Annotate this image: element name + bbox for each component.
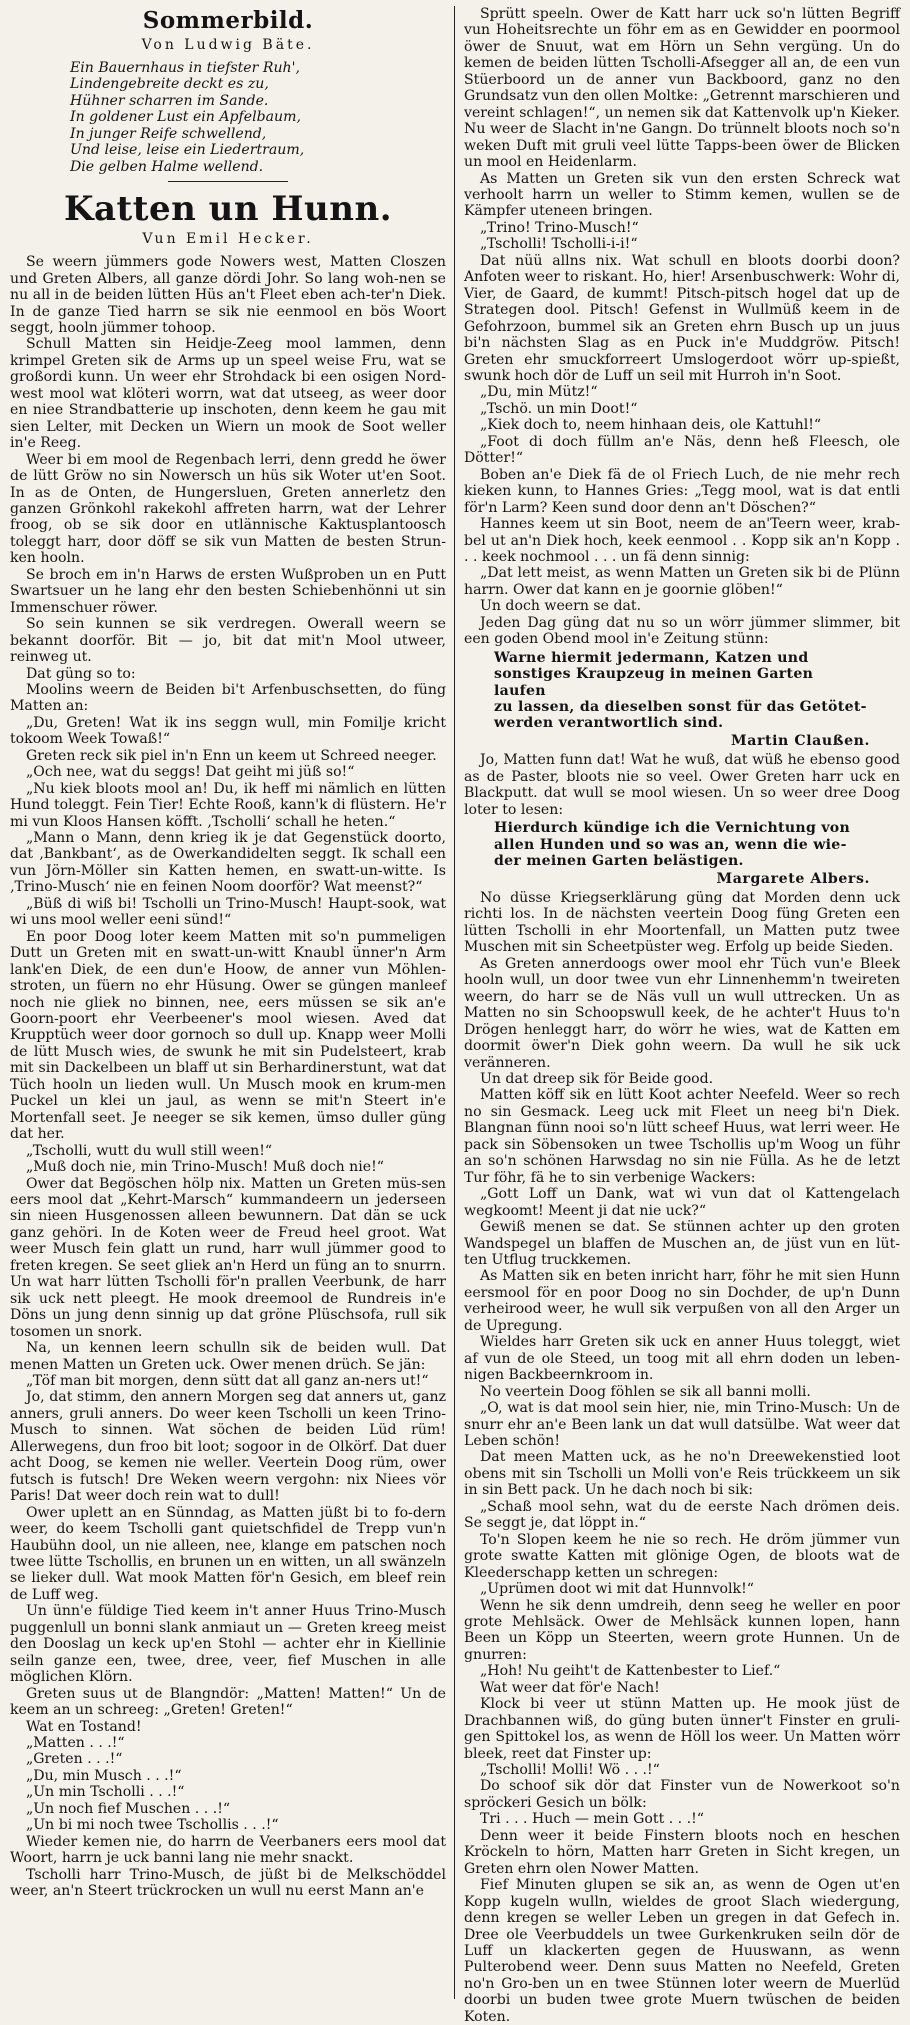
story-paragraph: Denn weer it beide Finstern bloots noch en heschen Kröckeln to hörn, Matten harr Greten in Sicht kregen, un Greten ehrn olen Nower Matten. <box>464 1827 900 1877</box>
story-paragraph: „Tscholli! Tscholli-i-i!“ <box>480 236 638 253</box>
poem-body <box>70 60 446 175</box>
story-paragraph: Un doch weern se dat. <box>480 598 642 615</box>
story-paragraph: „Greten . . .!“ <box>26 1751 123 1768</box>
story-paragraph: „Uprümen doot wi mit dat Hunnvolk!“ <box>480 1581 754 1598</box>
story-paragraph: „Muß doch nie, min Trino-Musch! Muß doch nie!“ <box>26 1159 384 1176</box>
story-paragraph: As Matten un Greten sik vun den ersten Schreck wat verhoolt harrn un weller to Stimm kemen, wullen se de Kämpfer uteneen bringen. <box>464 170 900 220</box>
story-paragraph: „Nu kiek bloots mool an! Du, ik heff mi nämlich en lütten Hund toleggt. Fein Tier! Echte Rooß, kann'k di flüstern. He'r mi vun Kloos Hansen köfft. ‚Tscholli‘ schall he heten.“ <box>10 780 446 830</box>
story-paragraph: „Un noch fief Muschen . . .!“ <box>26 1800 231 1817</box>
story-paragraph: Greten reck sik piel in'n Enn un keem ut Schreed neeger. <box>26 747 437 764</box>
story-paragraph: Gewiß menen se dat. Se stünnen achter up den groten Wandspegel un blaffen de Muschen an, de jüst vun en lüt-ten Utflug truckkemen. <box>464 1219 900 1268</box>
poem-author: Von Ludwig Bäte. <box>141 37 315 53</box>
story-paragraph: Jo, Matten funn dat! Wat he wuß, dat wüß he ebenso good as de Paster, bloots nie so veel. Ower Greten harr uck en Blackputt. dat wull se mool wiesen. Un so weer dree Doog loter to lesen: <box>464 752 900 818</box>
notice-line: zu lassen, da dieselben sonst für das Getötet- <box>494 699 867 716</box>
story-paragraph: „Du, min Musch . . .!“ <box>26 1767 182 1784</box>
poem-line: In goldener Lust ein Apfelbaum, <box>70 109 301 126</box>
story-paragraph: Un ünn'e füldige Tied keem in't anner Huus Trino-Musch puggenlull un bonni slank anmiaut un — Greten kreeg meist den Dooslag un keck up'en Stohl — achter ehr in Kiellinie seiln ganze een, twee, dree, veer, fief Muschen in alle möglichen Klörn. <box>10 1603 446 1686</box>
newspaper-notice-1 <box>464 650 900 750</box>
story-paragraph: „Du, min Mütz!“ <box>480 384 598 401</box>
notice-line: allen Hunden und so was an, wenn die wie- <box>494 836 847 853</box>
story-paragraph: „Och nee, wat du seggs! Dat geiht mi jüß so!“ <box>26 764 355 781</box>
poem-line: Hühner scharren im Sande. <box>70 92 269 109</box>
story-paragraph: Un dat dreep sik för Beide good. <box>480 1071 714 1087</box>
story-author: Vun Emil Hecker. <box>142 231 314 248</box>
story-paragraph: „Kiek doch to, neem hinhaan deis, ole Kattuhl!“ <box>480 417 822 434</box>
story-paragraph: „Schaß mool sehn, wat du de eerste Nach drömen deis. Se seggt je, dat löppt in.“ <box>464 1498 900 1532</box>
story-paragraph: Wenn he sik denn umdreih, denn seeg he weller en poor grote Mehlsäck. Ower de Mehlsäck kunnen lopen, hann Been un Köpp un Steerten, weern grote Hunnen. Un de gnurren: <box>464 1597 900 1663</box>
story-body-end <box>464 890 900 2025</box>
story-paragraph: „Un min Tscholli . . .!“ <box>26 1784 185 1801</box>
newspaper-notice-2 <box>464 820 900 887</box>
right-column <box>455 6 900 2025</box>
story-paragraph: Greten suus ut de Blangndör: „Matten! Matten!“ Un de keem an un schreeg: „Greten! Greten!“ <box>10 1685 446 1719</box>
story-title: Katten un Hunn. <box>63 189 393 230</box>
story-paragraph: No veertein Doog föhlen se sik all banni molli. <box>480 1383 811 1400</box>
section-divider <box>168 181 288 182</box>
notice-signature: Margarete Albers. <box>716 870 870 887</box>
story-paragraph: „Büß di wiß bi! Tscholli un Trino-Musch! Haupt-sook, wat wi uns mool weller eeni sünd!“ <box>10 895 446 929</box>
story-paragraph: As Matten sik en beten inricht harr, föhr he mit sien Hunn eersmool för en poor Doog no sin Dochder, de up'n Dunn verheirood weer, he wull sik verpußen von all den Arger un de Upregung. <box>464 1268 900 1334</box>
story-paragraph: Do schoof sik dör dat Finster vun de Nowerkoot so'n spröckeri Gesich un bölk: <box>464 1778 900 1811</box>
story-paragraph: Jo, dat stimm, den annern Morgen seg dat anners ut, ganz anners, gruli anners. Do weer keen Tscholli un keen Trino-Musch to sinnen. Wat söchen de beiden Lüd rüm! Allerwegens, dun froo bit loot; sogoor in de Olkörf. Dat duer acht Doog, se kemen nie weller. Veertein Doog rüm, ower futsch is futsch! Dre Weken weern vergohn: nix Niees vör Paris! Dat weer doch rein wat to dull! <box>10 1389 446 1505</box>
notice-line: sonstiges Kraupzeug in meinen Garten laufen <box>494 666 814 699</box>
story-paragraph: No düsse Kriegserklärung güng dat Morden denn uck richti los. In de nächsten veertein Doog füng Greten een lütten Tscholli in ehr Moortenfall, un Matten putz twee Muschen mit sin Scheetpüster weg. Erfolg up beide Sieden. <box>464 890 900 956</box>
notice-line: der meinen Garten belästigen. <box>494 853 744 870</box>
story-body-right <box>464 6 900 648</box>
notice-signature: Martin Claußen. <box>731 732 870 749</box>
story-paragraph: „Tschö. un min Doot!“ <box>480 400 638 417</box>
story-paragraph: Dat nüü allns nix. Wat schull en bloots doorbi doon? Anfoten weer to riskant. Ho, hier! Arsenbuschwerk: Wohr di, Vier, de Gaard, de kummt! Pitsch-pitsch hogel dat up de Strategen dool. Pitsch! Gefenst in Wullmüß keem in de Gefohrzoon, bummel sik an Greten ehrn Busch up un juus bi'n nächsten Slag as en Puck in'e Muddgröw. Pitsch! Greten ehr smuckforreert Umslogerdoot wörr up-spießt, swunk hoch dör de Luff un seil mit Hurroh in'n Soot. <box>464 252 900 384</box>
notice-line: werden verantwortlich sind. <box>494 715 724 732</box>
notice-line: Warne hiermit jedermann, Katzen und <box>494 649 809 666</box>
story-paragraph: Klock bi veer ut stünn Matten up. He mook jüst de Drachbannen wiß, do güng buten ünner't Finster en gruli-gen Spittokel los, as wenn de Höll los weer. Un Matten wörr bleek, reet dat Finster up: <box>464 1696 900 1762</box>
notice-line: Hierdurch kündige ich die Vernichtung von <box>494 820 851 837</box>
story-body-middle <box>464 752 900 818</box>
story-paragraph: „Hoh! Nu geiht't de Kattenbester to Lief.“ <box>480 1663 781 1680</box>
story-paragraph: To'n Slopen keem he nie so rech. He dröm jümmer vun grote swatte Katten mit glönige Ogen, de bloots wat de Kleederschapp ketten un schregen: <box>464 1531 900 1581</box>
story-body-left <box>10 254 446 1899</box>
story-paragraph: „Töf man bit morgen, denn sütt dat all ganz an-ners ut!“ <box>26 1372 429 1389</box>
story-paragraph: „O, wat is dat mool sein hier, nie, min Trino-Musch: Un de snurr ehr an'e Been lank un dat wull datsülbe. Wat weer dat Leben schön! <box>464 1400 900 1449</box>
poem-line: Und leise, leise ein Liedertraum, <box>70 142 305 159</box>
story-paragraph: Tscholli harr Trino-Musch, de jüßt bi de Melkschöddel weer, an'n Steert trückrocken un wull nu eerst Mann an'e <box>10 1866 446 1900</box>
story-paragraph: As Greten annerdoogs ower mool ehr Tüch vun'e Bleek hooln wull, un door twee vun ehr Linnenhemm'n tweireten weern, do harr se de Näs vull un wull uttrecken. Un as Matten no sin Schoopswull keek, de he achter't Huus to'n Drögen henleggt harr, do wörr he wies, wat de Katten em doormit öwer'n Diek gohn weern. Da wull he sik uck veränneren. <box>464 955 900 1071</box>
story-paragraph: Hannes keem ut sin Boot, neem de an'Teern weer, krab-bel ut an'n Diek hoch, keek eenmool . . Kopp sik an'n Kopp . . . keek nochmool . . . un fä denn sinnig: <box>464 516 900 565</box>
story-paragraph: Schull Matten sin Heidje-Zeeg mool lammen, denn krimpel Greten sik de Arms up un speel weise Fru, wat se großordi kunn. Un weer ehr Strohdack bi een osigen Nord-west mool wat klöteri worrn, wat dat utseeg, as weer door en niee Strandbatterie up inschoten, denn keem he gau mit sien Lelter, mit Decken un Wiern un mook de Soot weller in'e Reeg. <box>10 336 446 452</box>
left-column <box>10 6 455 1999</box>
story-paragraph: Fief Minuten glupen se sik an, as wenn de Ogen ut'en Kopp kugeln wulln, wieldes de groot Slach wiedergung, denn kregen se weller Leben un gregen in dat Gefech in. Dree ole Veerbuddels un twee Gurkenkruken seiln dör de Luff un klackerten gegen de Huuswann, as wenn Pulterobend weer. Denn suus Matten no Neefeld, Greten no'n Gro-ben un en twee Stünnen loter weern de Muerlüd doorbi un buden twee grote Muern twüschen de beiden Koten. <box>464 1877 900 2025</box>
story-paragraph: Wat weer dat för'e Nach! <box>480 1679 660 1696</box>
story-paragraph: Matten köff sik en lütt Koot achter Neefeld. Weer so rech no sin Gesmack. Leeg uck mit Fleet un neeg bi'n Diek. Blangnan fünn nooi so'n lütt scheef Huus, wat lerri weer. He pack sin Söbensoken un twee Tschollis up'm Woog un führ an so'n schönen Harwsdag no sin nie Fülla. As he de letzt Tur föhr, fä he to sin verbenige Wackers: <box>464 1087 900 1186</box>
poem-line: Lindengebreite deckt es zu, <box>70 76 269 93</box>
story-paragraph: Wieder kemen nie, do harrn de Veerbaners eers mool dat Woort, harrn je uck banni lang nie mehr snackt. <box>10 1833 446 1867</box>
poem-title: Sommerbild. <box>142 7 314 34</box>
story-paragraph: „Matten . . .!“ <box>26 1734 125 1751</box>
story-paragraph: En poor Doog loter keem Matten mit so'n pummeligen Dutt un Greten mit en swatt-un-witt Knaubl ünner'n Arm lank'en Diek, de een dun'e Hoow, de anner vun Möhlen-stroten, un füern no ehr Hüsung. Ower se güngen manleef noch nie gliek no binnen, nee, eers müssen se sik an'e Goorn-poort ehr Veerbeener's mool wiesen. Aved dat Krupptüch weer door gornoch so dull up. Knapp weer Molli de lütt Musch wies, de swunk he mit sin Pudelsteert, krab mit sin Dackelbeen un blaff ut sin Berhardinerstunt, wat dat Tüch hooln un lieden wull. Un Musch mook en krum-men Puckel un klei un jaul, as wenn se mit'n Steert in'e Mortenfall seet. Je neeger se sik kemen, ümso duller güng dat her. <box>10 928 446 1143</box>
story-paragraph: Dat güng so to: <box>26 665 136 682</box>
story-paragraph: Weer bi em mool de Regenbach lerri, denn gredd he öwer de lütt Gröw no sin Nowersch un hüs sik Woter ut'en Soot. In as de Onten, de Hungersluen, Greten annerletz den ganzen Grönkohl rakekohl affreten harrn, wat der Lehrer froog, ob se sik door en utlännische Kaktusplantoosch toleggt harr, door döff se sik vun Matten de besten Strun-ken hooln. <box>10 451 446 567</box>
story-paragraph: „Trino! Trino-Musch!“ <box>480 219 639 236</box>
story-paragraph: „Foot di doch füllm an'e Näs, denn heß Fleesch, ole Dötter!“ <box>464 433 900 467</box>
story-paragraph: „Tscholli! Molli! Wö . . .!“ <box>480 1762 660 1779</box>
story-paragraph: Se weern jümmers gode Nowers west, Matten Closzen und Greten Albers, all ganze dördi Johr. So lang woh-nen se nu all in de beiden lütten Hüs an't Fleet eben ach-ter'n Diek. In de ganze Tied harrn se sik nie eenmool en bös Woort seggt, hooln jümmer tohoop. <box>10 254 446 336</box>
story-paragraph: „Du, Greten! Wat ik ins seggn wull, min Fomilje kricht tokoom Week Towaß!“ <box>10 714 446 748</box>
story-paragraph: Boben an'e Diek fä de ol Friech Luch, de nie mehr rech kieken kunn, to Hannes Gries: „Tegg mool, wat is dat entli för'n Larm? Keen sund door denn an't Döschen?“ <box>464 466 900 516</box>
story-paragraph: Na, un kennen leern schulln sik de beiden wull. Dat menen Matten un Greten uck. Ower menen drüch. Se jän: <box>10 1340 446 1373</box>
story-paragraph: Se broch em in'n Harws de ersten Wußproben un en Putt Swartsuer un he lang ehr den besten Schiebenhönni ut sin Immenschuer röwer. <box>10 566 446 616</box>
story-paragraph: So sein kunnen se sik verdregen. Owerall weern se bekannt doorför. Bit — jo, bit dat mit'n Mool utweer, reinweg ut. <box>10 616 446 666</box>
story-paragraph: Ower uplett an en Sünndag, as Matten jüßt bi to fo-dern weer, do keem Tscholli gant quietschfidel de Trepp vun'n Haubühn dool, un nie alleen, nee, klange em patschen noch twee lütte Tschollis, en brunen un en witten, un all swänzeln se lieker dull. Wat mook Matten för'n Gesich, em bleef rein de Luff weg. <box>10 1504 446 1603</box>
story-paragraph: Sprütt speeln. Ower de Katt harr uck so'n lütten Begriff vun Hoheitsrechte un föhr em as en Gewidder en poormool öwer de Snuut, wat em Hörn un Sehn vergüng. Un do kemen de beiden lütten Tscholli-Afsegger all an, de een vun Stüerboord un de anner vun Backboord, ganz no den Grundsatz vun den ollen Moltke: „Getrennt marschieren und vereint schlagen!“, un nemen sik dat Kattenvolk up'n Kieker. Nu weer de Slacht in'ne Gangn. Do trünnelt bloots noch so'n weken Duft mit gruli veel lütte Tapps-been öwer de Blicken un mool en Heidenlarm. <box>464 6 900 171</box>
poem-line: Die gelben Halme wellend. <box>70 158 264 175</box>
poem-line: In junger Reife schwellend, <box>70 125 267 142</box>
story-paragraph: Jeden Dag güng dat nu so un wörr jümmer slimmer, bit een goden Obend mool in'e Zeitung stünn: <box>464 614 900 648</box>
story-paragraph: Wieldes harr Greten sik uck en anner Huus toleggt, wiet af vun de ole Steed, un toog mit all ehrn doden un leben-nigen Backbeernkroom in. <box>464 1334 900 1384</box>
story-paragraph: Dat meen Matten uck, as he no'n Dreewekenstied loot obens mit sin Tscholli un Molli von'e Reis trückkeem un sik in sin Bett pack. Un he dach noch bi sik: <box>464 1449 900 1499</box>
story-paragraph: Ower dat Begöschen hölp nix. Matten un Greten müs-sen eers mool dat „Kehrt-Marsch“ kummandeern un jederseen sin nieen Husgenossen alleen bewunnern. Dat dän se uck ganz gehöri. In de Koten weer de Freud heel groot. Wat weer Musch fein glatt un rund, harr wull jümmer good to freten kregen. Se seet gliek an'n Herd un füng an to snurrn. Un wat harr lütten Tscholli för'n prallen Veerbunk, de harr sik uck nett pleegt. He mook dreemool de Rundreis in'e Döns un jung denn sinnig up dat gröne Plüschsofa, rull sik tosomen un snork. <box>10 1175 446 1340</box>
poem-line: Ein Bauernhaus in tiefster Ruh', <box>70 60 300 76</box>
story-paragraph: „Gott Loff un Dank, wat wi vun dat ol Kattengelach wegkoomt! Meent ji dat nie uck?“ <box>464 1186 900 1219</box>
story-paragraph: „Dat lett meist, as wenn Matten un Greten sik bi de Plünn harrn. Ower dat kann en je goornie glöben!“ <box>464 565 900 598</box>
story-paragraph: „Mann o Mann, denn krieg ik je dat Gegenstück doorto, dat ‚Bankbant‘, as de Owerkandidelten seggt. Ik schall een vun Jörn-Möller sin Katten hemen, en swatt-un-witte. Is ‚Trino-Musch‘ nie en feinen Noom doorför? Wat meenst?“ <box>10 830 446 896</box>
story-paragraph: „Tscholli, wutt du wull still ween!“ <box>26 1142 273 1159</box>
story-paragraph: „Un bi mi noch twee Tschollis . . .!“ <box>26 1817 279 1834</box>
story-paragraph: Wat en Tostand! <box>26 1718 142 1735</box>
story-paragraph: Moolins weern de Beiden bi't Arfenbuschsetten, do füng Matten an: <box>10 681 446 715</box>
story-paragraph: Tri . . . Huch — mein Gott . . .!“ <box>480 1811 704 1828</box>
